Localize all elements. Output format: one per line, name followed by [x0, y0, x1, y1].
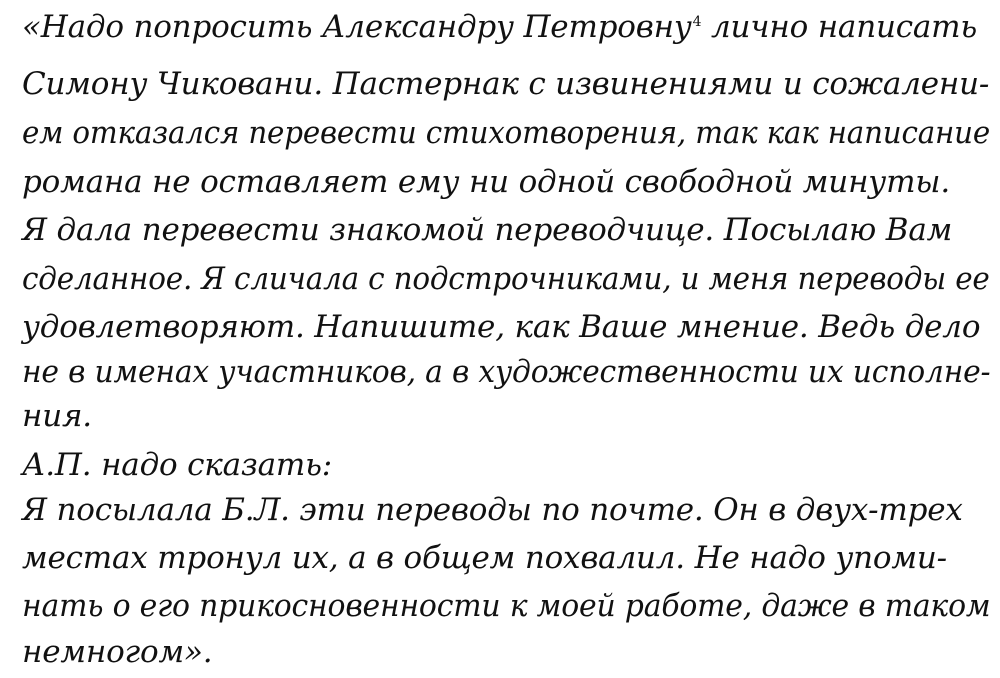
text-line-4: романа не оставляет ему ни одной свободной минуты.	[22, 164, 950, 200]
text-line-13: нать о его прикосновенности к моей работе, даже в таком	[22, 588, 991, 624]
text-line-9: ния.	[22, 398, 92, 434]
text-line-3: ем отказался перевести стихотворения, так как написание	[22, 115, 991, 151]
text-line-11: Я посылала Б.Л. эти переводы по почте. Он в двух-трех	[22, 492, 963, 528]
text-line-5: Я дала перевести знакомой переводчице. Посылаю Вам	[22, 212, 953, 248]
text-line-2: Симону Чиковани. Пастернак с извинениями и сожалени-	[22, 66, 990, 102]
text-line-14: немногом».	[22, 634, 213, 670]
text-line-6: сделанное. Я сличала с подстрочниками, и меня переводы ее	[22, 261, 990, 297]
text-line-10: А.П. надо сказать:	[22, 447, 333, 483]
footnote-marker: 4	[692, 13, 702, 30]
text-line-1	[22, 8, 977, 46]
text-line-12: местах тронул их, а в общем похвалил. Не надо упоми-	[22, 540, 947, 576]
text-line-7: удовлетворяют. Напишите, как Ваше мнение. Ведь дело	[22, 309, 981, 345]
text-line-1-start: «Надо попросить Александру Петровну	[22, 9, 692, 45]
text-line-1-end: лично написать	[701, 9, 978, 45]
text-line-8: не в именах участников, а в художественности их исполне-	[22, 354, 991, 390]
